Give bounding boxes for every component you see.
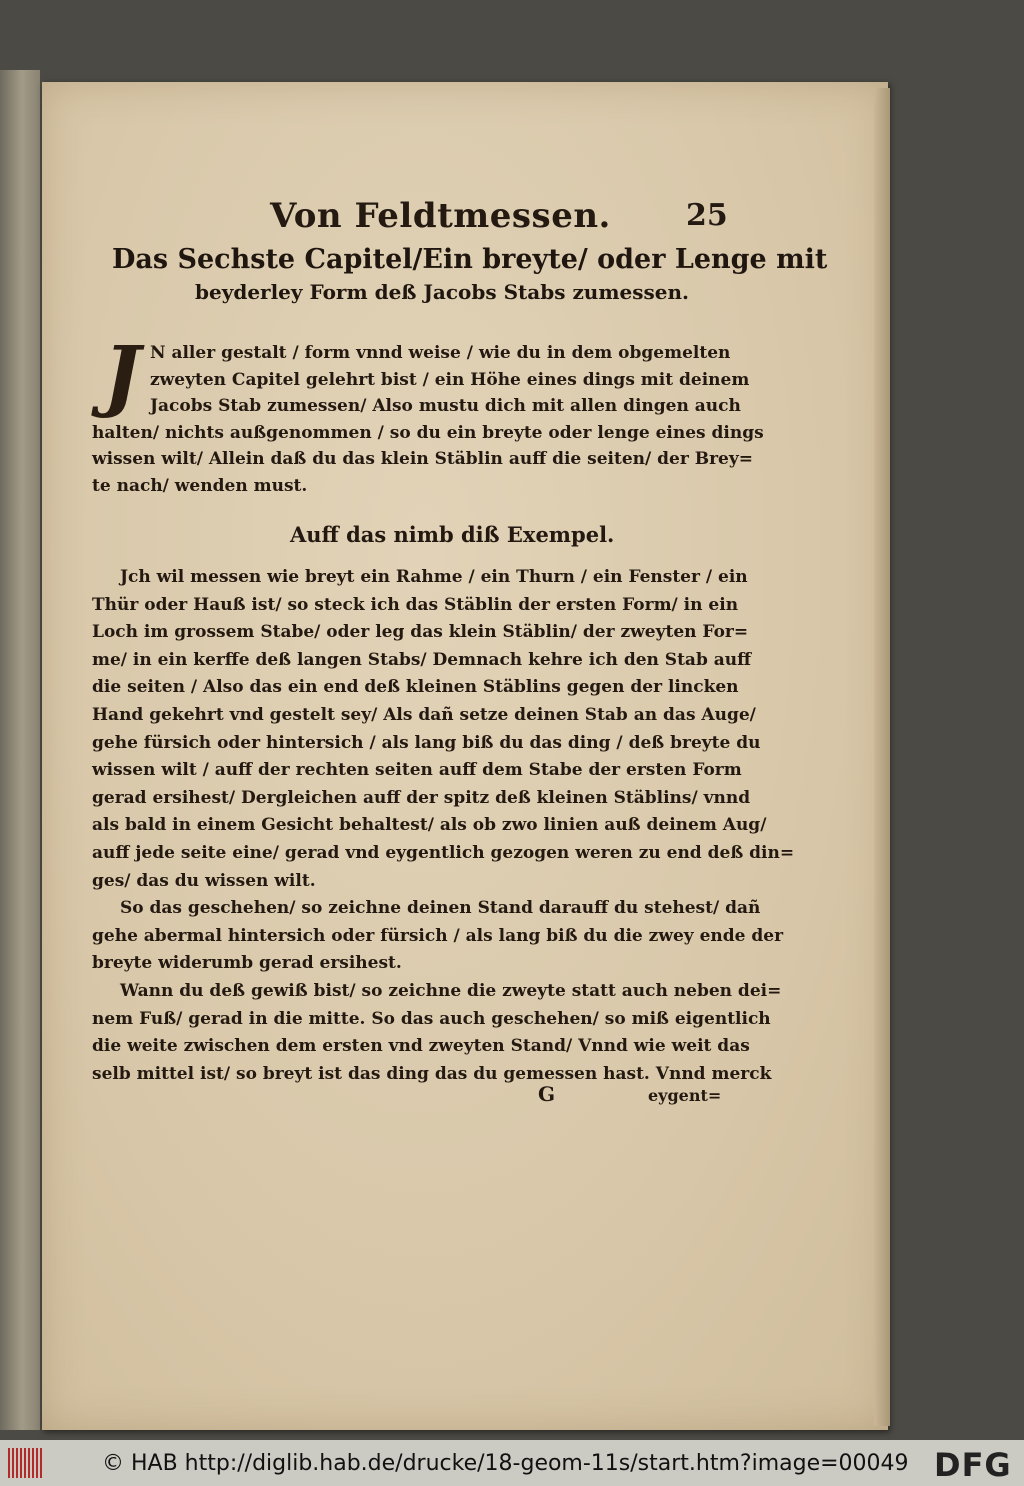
chapter-subtitle: beyderley Form deß Jacobs Stabs zumessen.: [195, 280, 689, 304]
page-number: 25: [686, 198, 728, 233]
text-line: die weite zwischen dem ersten vnd zweyten Stand/ Vnnd wie weit das: [92, 1036, 750, 1057]
text-line: wissen wilt/ Allein daß du das klein Stäblin auff die seiten/ der Brey=: [92, 449, 753, 470]
text-line: breyte widerumb gerad ersihest.: [92, 953, 402, 974]
text-line: ges/ das du wissen wilt.: [92, 870, 316, 891]
catchword: eygent=: [648, 1086, 722, 1105]
text-line: gerad ersihest/ Dergleichen auff der spitz deß kleinen Stäblins/ vnnd: [92, 787, 751, 808]
text-line: gehe fürsich oder hintersich / als lang biß du das ding / deß breyte du: [92, 732, 761, 753]
text-line: die seiten / Also das ein end deß kleinen Stäblins gegen der lincken: [92, 677, 739, 698]
text-line: Jacobs Stab zumessen/ Also mustu dich mit allen dingen auch: [150, 396, 741, 417]
text-line: te nach/ wenden must.: [92, 475, 308, 496]
text-line: wissen wilt / auff der rechten seiten auff dem Stabe der ersten Form: [92, 760, 742, 781]
chapter-title: Das Sechste Capitel/Ein breyte/ oder Lenge mit: [112, 244, 828, 275]
text-line: auff jede seite eine/ gerad vnd eygentlich gezogen weren zu end deß din=: [92, 842, 795, 863]
text-line: selb mittel ist/ so breyt ist das ding das du gemessen hast. Vnnd merck: [92, 1063, 772, 1084]
running-head: Von Feldtmessen.: [270, 196, 611, 236]
text-line: halten/ nichts außgenommen / so du ein breyte oder lenge eines dings: [92, 422, 764, 443]
page-edge-shadow: [874, 88, 890, 1426]
source-url-text: © HAB http://diglib.hab.de/drucke/18-geom-11s/start.htm?image=00049: [102, 1451, 909, 1476]
text-line: Loch im grossem Stabe/ oder leg das klein Stäblin/ der zweyten For=: [92, 622, 749, 643]
text-line: zweyten Capitel gelehrt bist / ein Höhe eines dings mit deinem: [150, 369, 750, 390]
text-line: Thür oder Hauß ist/ so steck ich das Stäblin der ersten Form/ in ein: [92, 594, 739, 615]
dfg-logo: DFG: [934, 1446, 1012, 1484]
text-line: me/ in ein kerffe deß langen Stabs/ Demnach kehre ich den Stab auff: [92, 649, 752, 670]
text-line: N aller gestalt / form vnnd weise / wie du in dem obgemelten: [150, 343, 731, 363]
text-line: Jch wil messen wie breyt ein Rahme / ein Thurn / ein Fenster / ein: [120, 567, 748, 587]
paragraph-intro: [92, 340, 764, 500]
previous-page-edge: [0, 70, 40, 1430]
paragraph-example: [92, 564, 795, 1088]
section-heading: Auff das nimb diß Exempel.: [290, 522, 615, 547]
text-line: Wann du deß gewiß bist/ so zeichne die zweyte statt auch neben dei=: [120, 980, 782, 1001]
text-line: Hand gekehrt vnd gestelt sey/ Als dañ setze deinen Stab an das Auge/: [92, 704, 756, 725]
drop-cap-initial: J: [103, 330, 141, 421]
signature-mark: G: [538, 1082, 556, 1106]
text-line: nem Fuß/ gerad in die mitte. So das auch geschehen/ so miß eigentlich: [92, 1008, 771, 1029]
text-line: als bald in einem Gesicht behaltest/ als ob zwo linien auß deinem Aug/: [92, 815, 767, 836]
text-line: So das geschehen/ so zeichne deinen Stand darauff du stehest/ dañ: [120, 898, 761, 919]
barcode-icon: [8, 1448, 42, 1478]
text-line: gehe abermal hintersich oder fürsich / als lang biß du die zwey ende der: [92, 925, 784, 946]
